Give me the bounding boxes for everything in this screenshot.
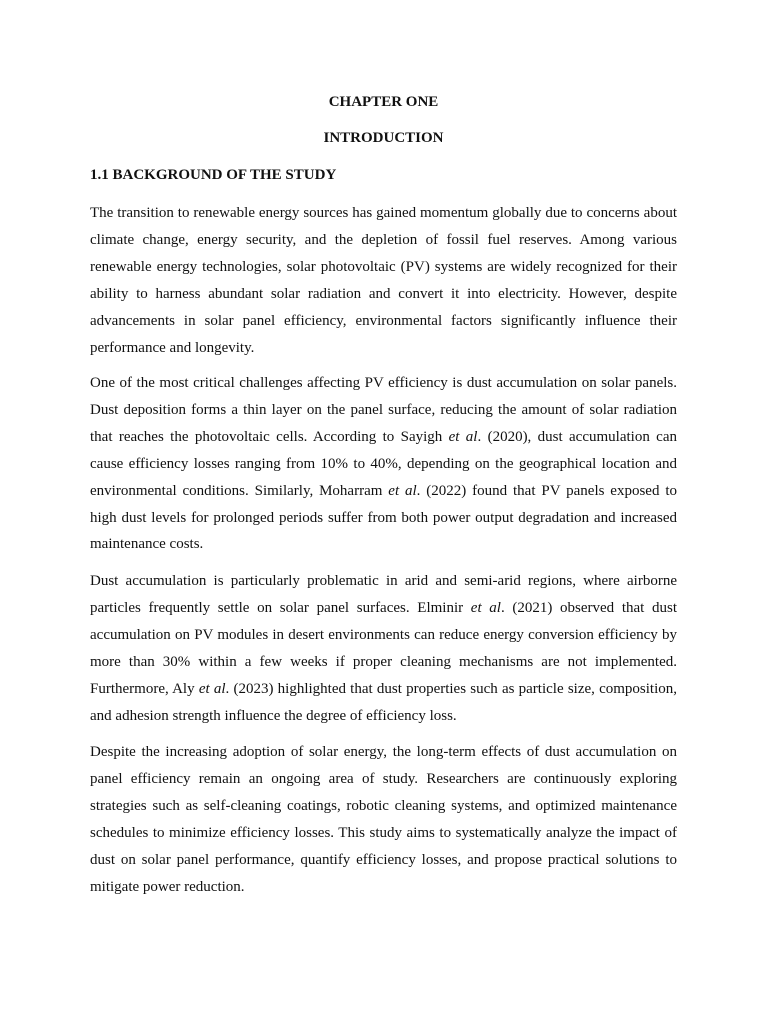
paragraph-2 (90, 370, 677, 558)
paragraph-text: The transition to renewable energy sources has gained momentum globally due to concerns about climate change, energy security, and the depletion of fossil fuel reserves. Among various renewable energy technologies, solar photovoltaic (PV) systems are widely recognized for their ability to harness abundant solar radiation and convert it into electricity. However, despite advancements in solar panel efficiency, environmental factors significantly influence their performance and longevity. (90, 205, 677, 356)
paragraph-text: One of the most critical challenges affecting PV efficiency is dust accumulation on solar panels. Dust deposition forms a thin layer on the panel surface, reducing the amount of solar radiation that reaches the photovoltaic cells. According to Sayigh (90, 375, 677, 445)
paragraph-text: . (2020), dust accumulation can cause efficiency losses ranging from 10% to 40%, depending on the geographical location and environmental conditions. Similarly, Moharram (90, 428, 677, 499)
paragraph-text: Despite the increasing adoption of solar energy, the long-term effects of dust accumulation on panel efficiency remain an ongoing area of study. Researchers are continuously exploring strategies such as self-cleaning coatings, robotic cleaning systems, and optimized maintenance schedules to minimize efficiency losses. This study aims to systematically analyze the impact of dust on solar panel performance, quantify efficiency losses, and propose practical solutions to mitigate power reduction. (90, 744, 677, 895)
chapter-title: CHAPTER ONE (328, 94, 439, 110)
chapter-subtitle: INTRODUCTION (323, 130, 444, 146)
section-heading: 1.1 BACKGROUND OF THE STUDY (90, 167, 337, 183)
paragraph-text: . (2023) highlighted that dust properties such as particle size, composition, and adhesion strength influence the degree of efficiency loss. (90, 680, 678, 724)
paragraph-3 (90, 568, 677, 729)
citation-et-al: et al (388, 482, 417, 499)
citation-et-al: et al (470, 599, 501, 616)
paragraph-text: Dust accumulation is particularly problematic in arid and semi-arid regions, where airborne particles frequently settle on solar panel surfaces. Elminir (90, 573, 677, 616)
paragraph-text: . (2021) observed that dust accumulation on PV modules in desert environments can reduce energy conversion efficiency by more than 30% within a few weeks if proper cleaning mechanisms are not implemented. Furthermore, Aly (90, 599, 677, 697)
citation-et-al: et al (448, 428, 478, 445)
citation-et-al: et al (198, 680, 226, 697)
paragraph-1 (90, 200, 677, 361)
paragraph-text: . (2022) found that PV panels exposed to high dust levels for prolonged periods suffer from both power output degradation and increased maintenance costs. (90, 482, 677, 553)
paragraph-4 (90, 739, 677, 900)
